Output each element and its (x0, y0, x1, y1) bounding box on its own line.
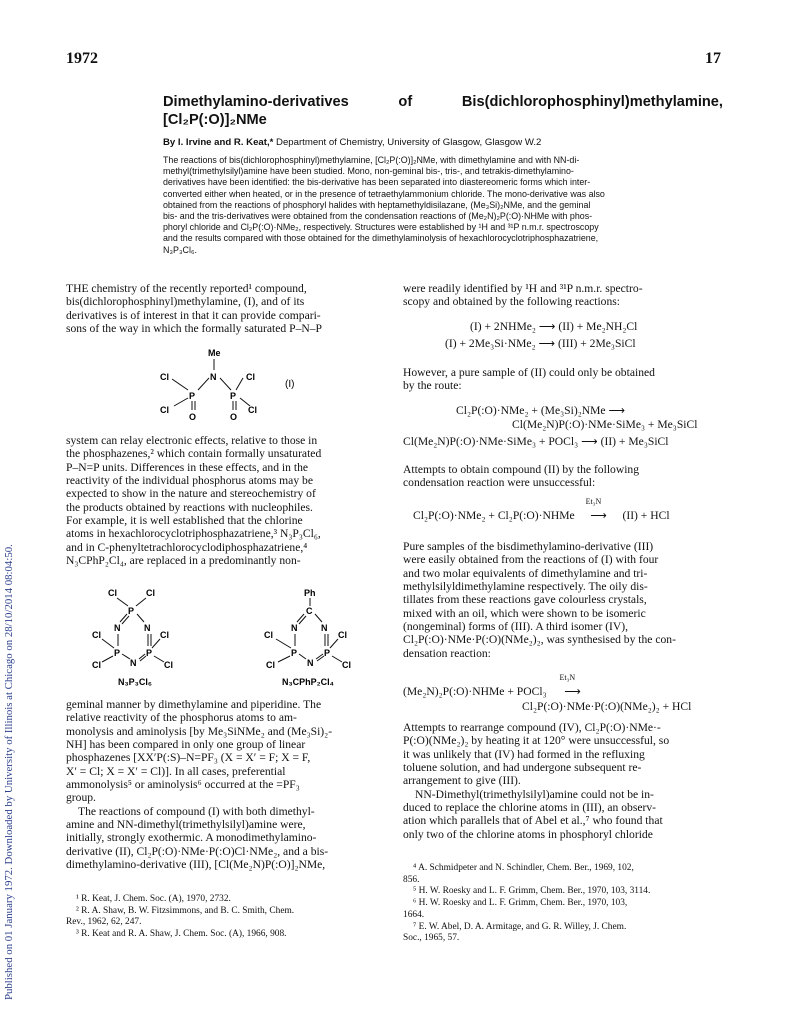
label-p: P (189, 391, 196, 401)
byline (163, 137, 541, 148)
label-p: P (324, 648, 331, 658)
abstract-line: obtained from the reactions of phosphoryl halides with heptamethyldisilazane, (Me₃Si)₂NMe, and the geminal (163, 199, 591, 210)
label-ph: Ph (304, 588, 316, 598)
equation-right: (II) + HCl (622, 509, 670, 522)
text-line: amine and NN-dimethyl(trimethylsilyl)amine were, (66, 818, 306, 832)
equation: (I) + 2NHMe₂ ⟶ (II) + Me₂NH₂Cl (470, 320, 638, 333)
equation: Cl₂P(:O)·NMe₂ + (Me₃Si)₂NMe ⟶ (456, 404, 626, 417)
text-line: P(:O)(NMe₂)₂ by heating it at 120° were unsuccessful, so (403, 734, 670, 748)
right-paragraph-4 (403, 540, 723, 660)
text-line: reactivity of the individual phosphorus atoms may be (66, 474, 313, 488)
abstract-line: N₃P₃Cl₆. (163, 244, 197, 255)
label-cl: Cl (266, 660, 275, 670)
text-line: densation reaction: (403, 646, 491, 660)
label-cl: Cl (92, 630, 101, 640)
text-line: geminal manner by dimethylamine and piperidine. The (66, 698, 322, 711)
text-line: ammonolysis⁵ or aminolysis⁶ occurred at the =PF₃ (66, 778, 300, 792)
header-page-number: 17 (705, 50, 721, 67)
label-cl: Cl (108, 588, 117, 598)
ring1-label: N₃P₃Cl₆ (118, 677, 152, 687)
label-cl: Cl (342, 660, 351, 670)
text-line: the products obtained by reactions with nucleophiles. (66, 500, 313, 514)
title-part-3: Bis(dichlorophosphinyl)methylamine, (461, 94, 723, 110)
title-part-1: Dimethylamino-derivatives (163, 94, 349, 110)
label-n: N (130, 658, 137, 668)
label-n: N (291, 623, 298, 633)
text-line: Pure samples of the bisdimethylamino-derivative (III) (403, 540, 654, 553)
label-p: P (291, 648, 298, 658)
text-line: NH] has been compared in only one group of linear (66, 738, 306, 752)
label-p: P (128, 606, 135, 616)
label-cl: Cl (248, 405, 257, 415)
text-line: the phosphazenes,² which contain formally unsaturated (66, 447, 322, 461)
download-watermark: Published on 01 January 1972. Downloaded by University of Illinois at Chicago on 28/10/2014 08:04:50. (3, 544, 15, 1000)
catalyst-label: Et₃N (559, 673, 576, 682)
label-c: C (306, 606, 313, 616)
equation-left: (Me₂N)₂P(:O)·NHMe + POCl₃ (403, 685, 547, 698)
text-line: Attempts to obtain compound (II) by the following (403, 463, 640, 476)
text-line: it was unlikely that (IV) had formed in the refluxing (403, 747, 645, 761)
label-p: P (114, 648, 121, 658)
abstract-line: bis- and the tris-derivatives were obtained from the condensation reactions of (Me₂N)₂P(:O)·NHMe with phos- (163, 211, 593, 222)
abstract-line: The reactions of bis(dichlorophosphinyl)methylamine, [Cl₂P(:O)]₂NMe, with dimethylamine and with NN-di- (163, 155, 580, 165)
ring-n3p3cl6 (92, 588, 173, 687)
right-paragraph-2 (403, 366, 723, 393)
title-formula: [Cl₂P(:O)]₂NMe (163, 112, 267, 128)
footnote: ³ R. Keat and R. A. Shaw, J. Chem. Soc. (A), 1966, 908. (76, 929, 287, 940)
text-line: monolysis and aminolysis [by Me₃SiNMe₂ and (Me₃Si)₂- (66, 724, 333, 738)
equation-synthesis (403, 673, 596, 698)
label-p: P (230, 391, 237, 401)
left-paragraph-body (66, 434, 388, 567)
ring-n3cphp2cl4 (264, 588, 351, 687)
footnote: 856. (403, 874, 420, 885)
label-cl: Cl (338, 630, 347, 640)
text-line: relative reactivity of the phosphorus atoms to am- (66, 711, 297, 725)
text-line: (nongeminal) forms of (III). A third isomer (IV), (403, 620, 629, 634)
equation-condensation (413, 497, 670, 522)
text-line: scopy and obtained by the following reactions: (403, 295, 621, 309)
equation: (I) + 2Me₃Si·NMe₂ ⟶ (III) + 2Me₃SiCl (445, 337, 636, 350)
abstract-line: derivatives have been identified: the bis-derivative has been separated into diastereomeric forms which inter- (163, 177, 591, 188)
label-o: O (230, 412, 238, 422)
article-title (163, 93, 723, 129)
footnote: ¹ R. Keat, J. Chem. Soc. (A), 1970, 2732. (76, 894, 231, 904)
footnote: Rev., 1962, 62, 247. (66, 917, 142, 928)
text-line: group. (66, 791, 96, 805)
right-paragraph-3 (403, 463, 723, 490)
text-line: atoms in hexachlorocyclotriphosphazatriene,³ N₃P₃Cl₆, (66, 527, 321, 541)
footnote: ² R. A. Shaw, B. W. Fitzsimmons, and B. C. Smith, Chem. (76, 905, 295, 916)
text-line: and in C-phenyltetrachlorocyclodiphosphazatriene,⁴ (66, 540, 308, 554)
left-paragraph-continued (66, 698, 388, 871)
equation: Cl(Me₂N)P(:O)·NMe·SiMe₃ + POCl₃ ⟶ (II) + Me₃SiCl (403, 435, 669, 448)
text-line: were readily identified by ¹H and ³¹P n.m.r. spectro- (403, 282, 643, 295)
equation-left: Cl₂P(:O)·NMe₂ + Cl₂P(:O)·NHMe (413, 509, 575, 522)
header-year: 1972 (66, 50, 98, 67)
footnote: ⁷ E. W. Abel, D. A. Armitage, and G. R. Willey, J. Chem. (413, 921, 627, 932)
label-cl: Cl (246, 372, 255, 382)
text-line: derivative (II), Cl₂P(:O)·NMe·P(:O)Cl·NMe₂, and a bis- (66, 844, 329, 858)
text-line: N₃CPhP₂Cl₄, are replaced in a predominantly non- (66, 554, 301, 568)
structure-compound-I (150, 342, 310, 422)
text-line: duced to replace the chlorine atoms in (III), an observ- (403, 801, 657, 815)
label-n: N (321, 623, 328, 633)
text-line: Cl₂P(:O)·NMe·P(:O)(NMe₂)₂, was synthesised by the con- (403, 633, 676, 647)
text-line: phosphazenes [XX′P(:S)–N=PF₃ (X = X′ = F; X = F, (66, 751, 311, 765)
authors: By I. Irvine and R. Keat,* (163, 137, 274, 148)
text-line: The reactions of compound (I) with both dimethyl- (78, 804, 315, 818)
text-line: and two molar equivalents of dimethylamine and tri- (403, 566, 648, 580)
text-line: However, a pure sample of (II) could only be obtained (403, 366, 655, 379)
abstract-line: and the results compared with those obtained for the dimethylaminolysis of hexachlorocyclotriphosphazatriene, (163, 233, 599, 244)
text-line: ation which parallels that of Abel et al.,⁷ who found that (403, 814, 663, 828)
right-paragraph-1 (403, 282, 723, 309)
text-line: THE chemistry of the recently reported¹ compound, (66, 282, 307, 295)
text-line: methylsilyldimethylamine respectively. The oily dis- (403, 580, 648, 594)
compound-I-label: (I) (285, 379, 295, 390)
text-line: initially, strongly exothermic. A monodimethylamino- (66, 831, 317, 845)
text-line: toluene solution, and had undergone subsequent re- (403, 761, 642, 775)
equation: Cl(Me₂N)P(:O)·NMe·SiMe₃ + Me₃SiCl (512, 418, 698, 431)
abstract (163, 155, 723, 256)
label-n: N (114, 623, 121, 633)
left-footnotes (66, 894, 388, 941)
equation-product: Cl₂P(:O)·NMe·P(:O)(NMe₂)₂ + HCl (522, 700, 692, 713)
footnote: 1664. (403, 909, 425, 920)
text-line: derivatives is of interest in that it can provide compari- (66, 308, 321, 322)
abstract-line: converted either when heated, or in the presence of tetraethylammonium chloride. The mono-derivative was also (163, 188, 605, 199)
label-cl: Cl (164, 660, 173, 670)
structure-rings (84, 586, 384, 688)
label-n: N (210, 372, 217, 382)
abstract-line: methyl(trimethylsilyl)amine have been studied. Mono, non-geminal bis-, tris-, and tetrakis-dimethylamino- (163, 166, 574, 177)
label-me: Me (208, 348, 221, 358)
text-line: NN-Dimethyl(trimethylsilyl)amine could not be in- (415, 787, 654, 801)
right-footnotes (403, 863, 723, 945)
label-n: N (144, 623, 151, 633)
text-line: condensation reaction were unsuccessful: (403, 476, 596, 490)
text-line: arrangement to give (III). (403, 774, 521, 788)
label-o: O (189, 412, 197, 422)
footnote: ⁴ A. Schmidpeter and N. Schindler, Chem. Ber., 1969, 102, (413, 863, 634, 873)
left-paragraph-intro (66, 282, 388, 335)
text-line: system can relay electronic effects, relative to those in (66, 434, 318, 447)
text-line: only two of the chlorine atoms in phosphoryl chloride (403, 827, 653, 841)
catalyst-label: Et₃N (585, 497, 602, 506)
reaction-arrow: Et₃N ⟶ (585, 497, 607, 522)
text-line: tillates from these reactions gave colourless crystals, (403, 593, 647, 607)
right-paragraph-5 (403, 721, 723, 841)
text-line: expected to show in the nature and stereochemistry of (66, 487, 316, 501)
text-line: mixed with an oil, which were shown to be isomeric (403, 606, 646, 620)
label-cl: Cl (160, 405, 169, 415)
text-line: X′ = Cl; X = X′ = Cl)]. In all cases, preferential (66, 764, 286, 778)
footnote: ⁵ H. W. Roesky and L. F. Grimm, Chem. Ber., 1970, 103, 3114. (413, 886, 651, 897)
label-p: P (146, 648, 153, 658)
label-cl: Cl (160, 630, 169, 640)
footnote: Soc., 1965, 57. (403, 933, 460, 944)
label-cl: Cl (146, 588, 155, 598)
abstract-line: phoryl chloride and Cl₂P(:O)·NMe₂, respectively. Structures were established by ¹H and ³¹P n.m.r. spectroscopy (163, 222, 599, 233)
text-line: were easily obtained from the reactions of (I) with four (403, 553, 659, 567)
text-line: sons of the way in which the formally saturated P–N–P (66, 322, 322, 336)
text-line: For example, it is well established that the chlorine (66, 514, 303, 528)
label-cl: Cl (264, 630, 273, 640)
text-line: bis(dichlorophosphinyl)methylamine, (I), and of its (66, 295, 305, 309)
ring2-label: N₃CPhP₂Cl₄ (282, 677, 334, 687)
label-cl: Cl (160, 372, 169, 382)
text-line: P–N=P units. Differences in these effects, and in the (66, 460, 309, 474)
label-n: N (307, 658, 314, 668)
label-cl: Cl (92, 660, 101, 670)
text-line: by the route: (403, 379, 462, 393)
text-line: dimethylamino-derivative (III), [Cl(Me₂N)P(:O)]₂NMe, (66, 858, 326, 872)
affiliation: Department of Chemistry, University of Glasgow, Glasgow W.2 (273, 137, 542, 148)
title-part-2: of (398, 94, 413, 110)
footnote: ⁶ H. W. Roesky and L. F. Grimm, Chem. Ber., 1970, 103, (413, 898, 628, 909)
text-line: Attempts to rearrange compound (IV), Cl₂P(:O)·NMe·- (403, 721, 661, 734)
reaction-arrow: Et₃N ⟶ (559, 673, 581, 698)
